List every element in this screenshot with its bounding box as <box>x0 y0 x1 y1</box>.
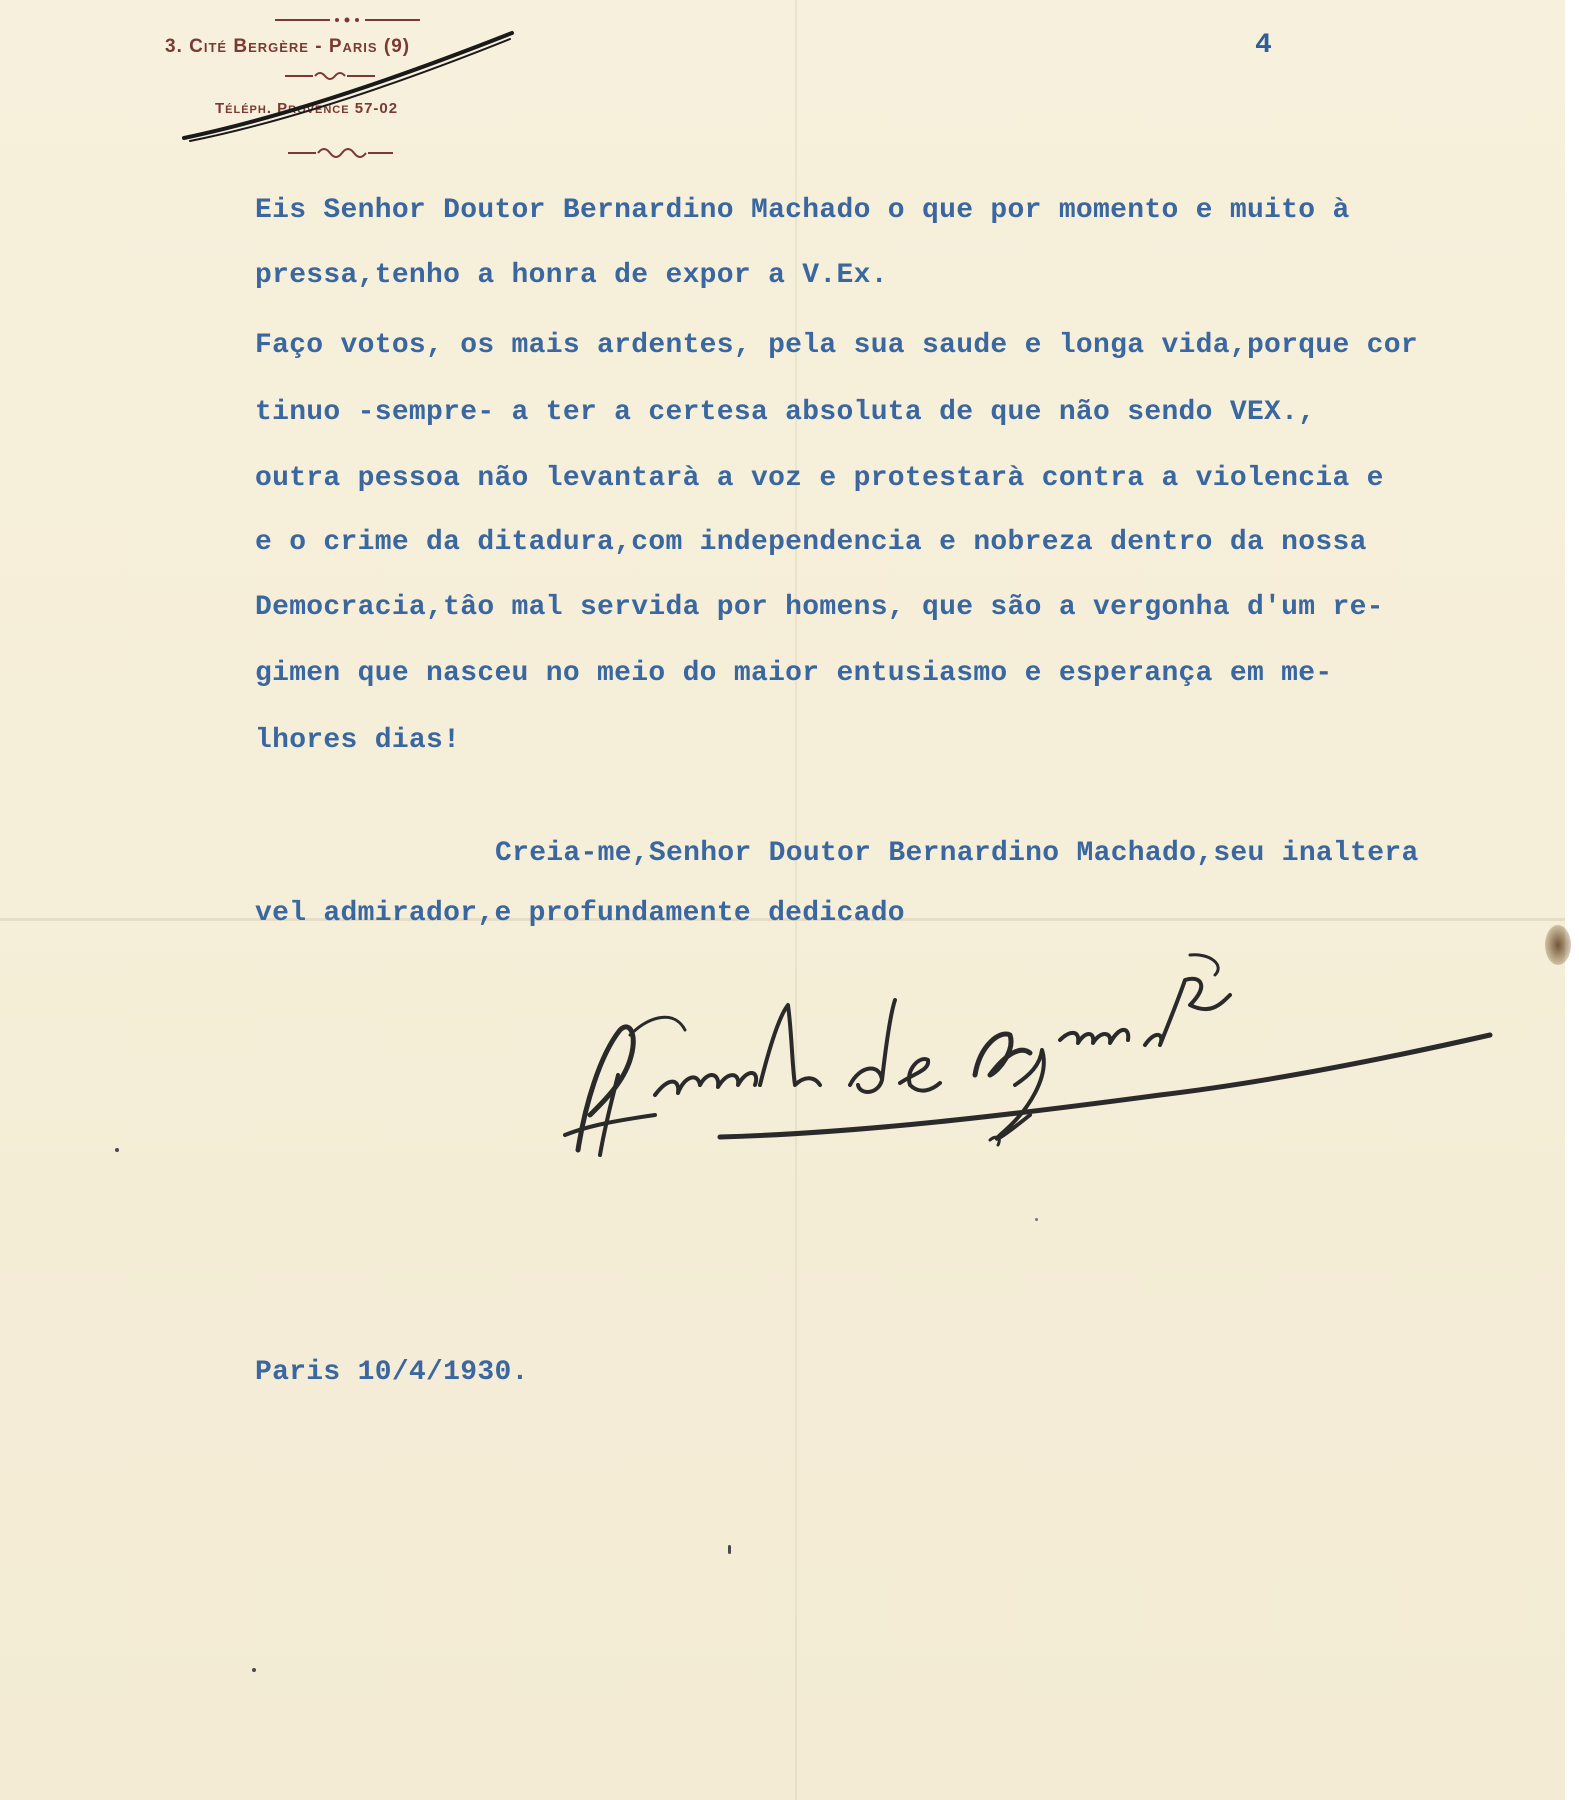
date-line: Paris 10/4/1930. <box>255 1357 529 1388</box>
signature-caption: A. Bernardo de Azevedo <box>560 935 570 936</box>
body-line-3: Faço votos, os mais ardentes, pela sua saude e longa vida,porque cor <box>255 330 1418 361</box>
page-edge <box>1565 0 1579 1800</box>
body-line-6: e o crime da ditadura,com independencia e nobreza dentro da nossa <box>255 527 1367 558</box>
closing-line-1: Creia-me,Senhor Doutor Bernardino Machado,seu inaltera <box>495 838 1419 869</box>
body-line-2: pressa,tenho a honra de expor a V.Ex. <box>255 260 888 291</box>
body-line-4: tinuo -sempre- a ter a certesa absoluta de que não sendo VEX., <box>255 397 1316 428</box>
ink-stain <box>1545 925 1571 965</box>
body-line-7: Democracia,tâo mal servida por homens, que são a vergonha d'um re- <box>255 592 1384 623</box>
body-line-8: gimen que nasceu no meio do maior entusiasmo e esperança em me- <box>255 658 1333 689</box>
body-line-9: lhores dias! <box>255 725 461 756</box>
stray-mark-1 <box>115 1148 119 1152</box>
body-line-5: outra pessoa não levantarà a voz e protestarà contra a violencia e <box>255 463 1384 494</box>
stray-mark-4 <box>1035 1218 1038 1221</box>
stray-mark-3 <box>252 1668 256 1672</box>
body-line-1: Eis Senhor Doutor Bernardino Machado o que por momento e muito à <box>255 195 1350 226</box>
letterhead-address: 3. Cité Bergère - Paris (9) <box>165 36 411 57</box>
stray-mark-2 <box>728 1545 731 1554</box>
letterhead-phone: Téléph. Provence 57-02 <box>215 100 399 117</box>
handwritten-signature <box>560 935 1500 1175</box>
page-number: 4 <box>1255 30 1272 61</box>
ink-strikethrough <box>180 25 520 155</box>
closing-line-2: vel admirador,e profundamente dedicado <box>255 898 905 929</box>
